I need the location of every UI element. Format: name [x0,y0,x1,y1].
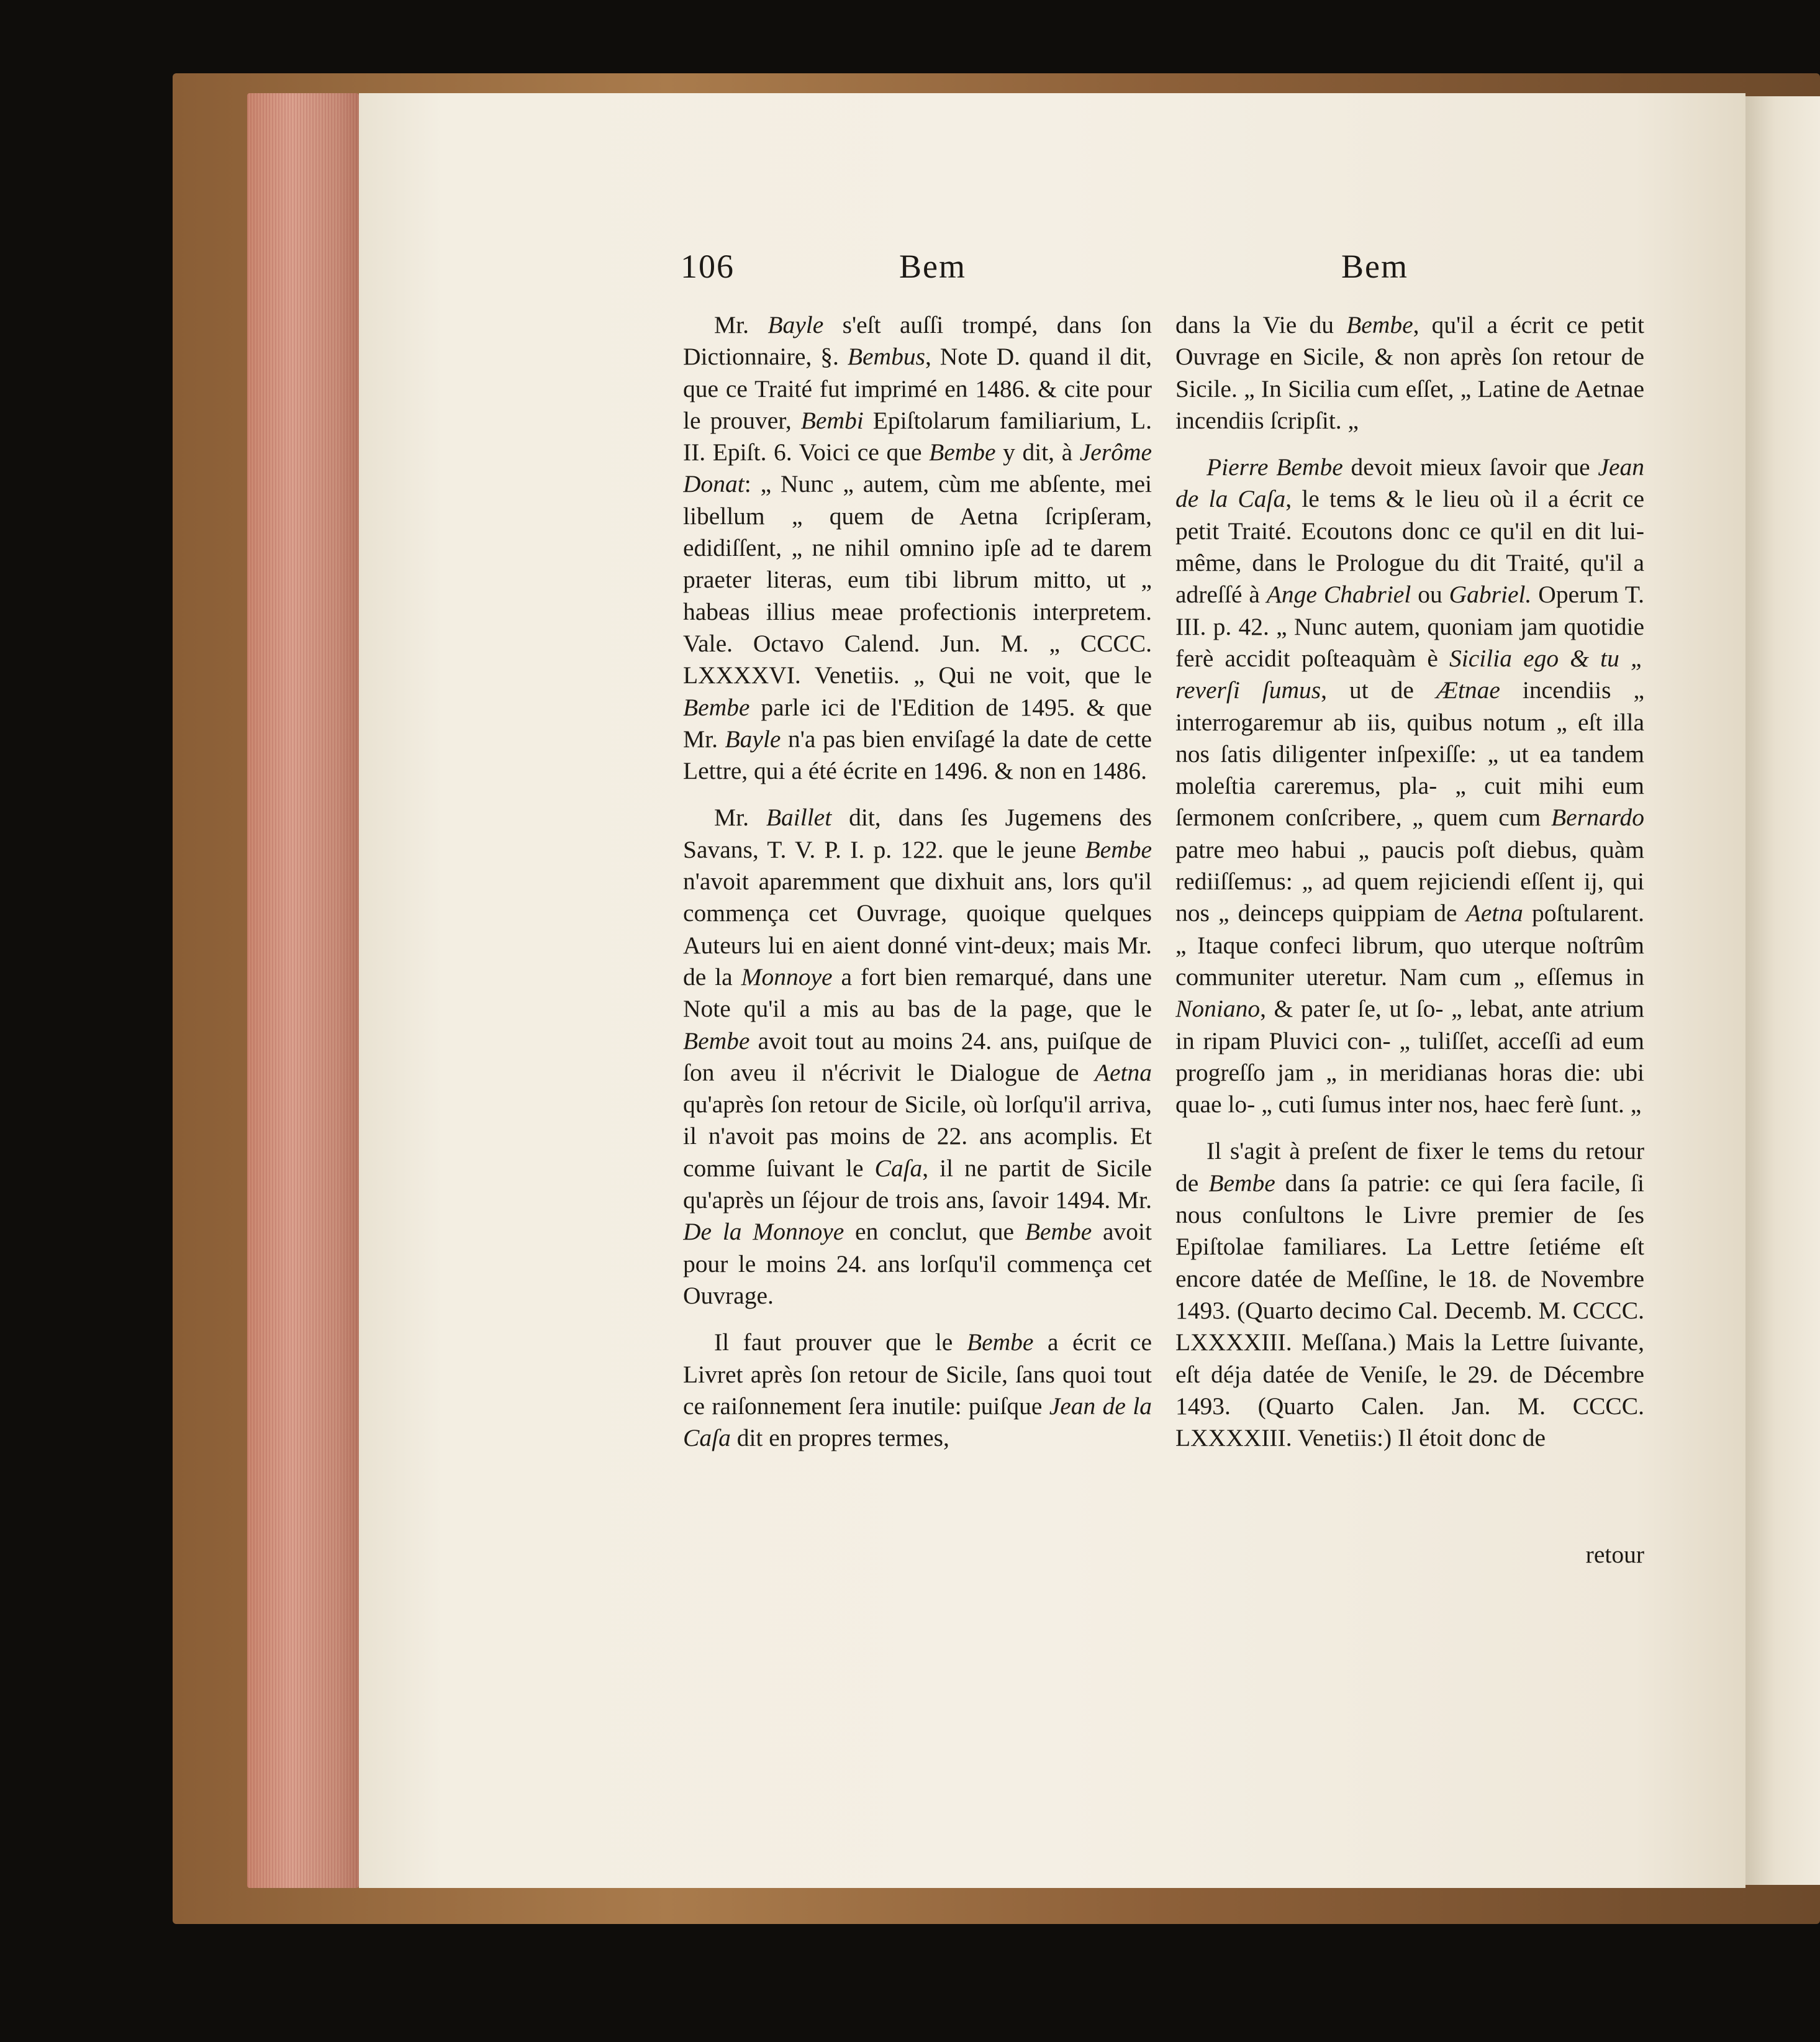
italic-text: Bembe [929,438,996,466]
italic-text: Aetna [1094,1058,1152,1086]
italic-text: Bembe [1208,1169,1275,1197]
italic-text: Bayle [725,725,781,753]
paragraph: dans la Vie du Bembe, qu'il a écrit ce petit Ouvrage en Sicile, & non après ſon retour de Sicile. „ In Sicilia cum eſſet, „ Latine de Aetnae incendiis ſcripſit. „ [1175,311,1644,434]
italic-text: Bembe [966,1328,1034,1356]
text-column-left [683,309,1152,1589]
italic-text: Ætnae [1436,676,1500,704]
italic-text: Bembus [847,343,925,371]
italic-text: Caſa [874,1154,923,1182]
italic-text: Jerôme Donat [683,438,1152,498]
paragraph: Il s'agit à preſent de fixer le tems du retour de Bembe dans ſa patrie: ce qui ſera facile, ſi nous conſultons le Livre premier de ſes Epiſtolae familiares. La Lettre ſetiéme eſt encore datée de Meſſine, le 18. de Novembre 1493. (Quarto decimo Cal. Decemb. M. CCCC. LXXXXIII. Meſſana.) Mais la Lettre ſuivante, eſt déja datée de Veniſe, le 29. de Décembre 1493. (Quarto Calen. Jan. M. CCCC. LXXXXIII. Venetiis:) Il étoit donc de [1175,1137,1644,1452]
italic-text: Sicilia ego & tu „ reverſi ſumus [1175,644,1644,704]
text-column-right [1175,309,1644,1589]
italic-text: Bembe [683,693,750,721]
italic-text: Jean de la Caſa [683,1392,1152,1452]
italic-text: Bembe [1346,311,1413,338]
italic-text: Bembe [1085,835,1152,863]
page-edges-right [1745,96,1820,1885]
italic-text: Monnoye [741,963,833,991]
italic-text: Bembe [1025,1218,1092,1246]
italic-text: Bembi [800,406,864,434]
italic-text: Noniano [1175,995,1261,1023]
running-head-right: Bem [1341,248,1408,285]
italic-text: Pierre Bembe [1207,453,1343,481]
page-number: 106 [681,248,735,285]
italic-text: Bembe [683,1027,750,1055]
italic-text: Bernardo [1551,804,1644,832]
italic-text: Baillet [766,804,832,832]
italic-text: Ange Chabriel [1266,581,1411,609]
paragraph: Mr. Baillet dit, dans ſes Jugemens des Savans, T. V. P. I. p. 122. que le jeune Bembe n'avoit aparemment que dixhuit ans, lors qu'il commença cet Ouvrage, quoique quelques Auteurs lui en aient donné vint-deux; mais Mr. de la Monnoye a fort bien remarqué, dans une Note qu'il a mis au bas de la page, que le Bembe avoit tout au moins 24. ans, puiſque de ſon aveu il n'écrivit le Dialogue de Aetna qu'après ſon retour de Sicile, où lorſqu'il arriva, il n'avoit pas moins de 22. ans acomplis. Et comme ſuivant le Caſa, il ne partit de Sicile qu'après un ſéjour de trois ans, ſavoir 1494. Mr. De la Monnoye en conclut, que Bembe avoit pour le moins 24. ans lorſqu'il commença cet Ouvrage. [683,804,1152,1309]
italic-text: Jean de la Caſa [1175,453,1644,513]
italic-text: Gabriel. [1449,581,1532,609]
italic-text: Aetna [1465,899,1523,927]
paragraph: Mr. Bayle s'eſt auſſi trompé, dans ſon Dictionnaire, §. Bembus, Note D. quand il dit, que ce Traité fut imprimé en 1486. & cite pour le prouver, Bembi Epiſtolarum familiarium, L. II. Epiſt. 6. Voici ce que Bembe y dit, à Jerôme Donat: „ Nunc „ autem, cùm me abſente, mei libellum „ quem de Aetna ſcripſeram, edidiſſent, „ ne nihil omnino ipſe ad te darem praeter literas, eum tibi librum mitto, ut „ habeas illius meae profectionis interpretem. Vale. Octavo Calend. Jun. M. „ CCCC. LXXXXVI. Venetiis. „ Qui ne voit, que le Bembe parle ici de l'Edition de 1495. & que Mr. Bayle n'a pas bien enviſagé la date de cette Lettre, qui a été écrite en 1496. & non en 1486. [683,311,1152,785]
italic-text: De la Monnoye [683,1218,844,1246]
catchword: retour [1585,1541,1644,1568]
paragraph: Il faut prouver que le Bembe a écrit ce Livret après ſon retour de Sicile, ſans quoi tout ce raiſonnement ſera inutile: puiſque Jean de la Caſa dit en propres termes, [683,1328,1152,1452]
page-edges-left [247,93,359,1888]
italic-text: Bayle [767,311,824,338]
paragraph: Pierre Bembe devoit mieux ſavoir que Jean de la Caſa, le tems & le lieu où il a écrit ce petit Traité. Ecoutons donc ce qu'il en dit lui-même, dans le Prologue du dit Traité, qu'il a adreſſé à Ange Chabriel ou Gabriel. Operum T. III. p. 42. „ Nunc autem, quoniam jam quotidie ferè accidit poſteaquàm è Sicilia ego & tu „ reverſi ſumus, ut de Ætnae incendiis „ interrogaremur ab iis, quibus notum „ eſt illa nos ſatis diligenter inſpexiſſe: „ ut ea tandem moleſtia careremus, pla- „ cuit mihi eum ſermonem conſcribere, „ quem cum Bernardo patre meo habui „ paucis poſt diebus, quàm rediiſſemus: „ ad quem rejiciendi eſſent ij, qui nos „ deinceps quippiam de Aetna poſtularent. „ Itaque confeci librum, quo uterque noſtrûm communiter uteretur. Nam cum „ eſſemus in Noniano, & pater ſe, ut ſo- „ lebat, ante atrium in ripam Pluvici con- „ tuliſſet, acceſſi ad eum progreſſo jam „ in meridianas horas die: ubi quae lo- „ cuti ſumus inter nos, haec ferè ſunt. „ [1175,453,1644,1119]
running-head-left: Bem [899,248,966,285]
